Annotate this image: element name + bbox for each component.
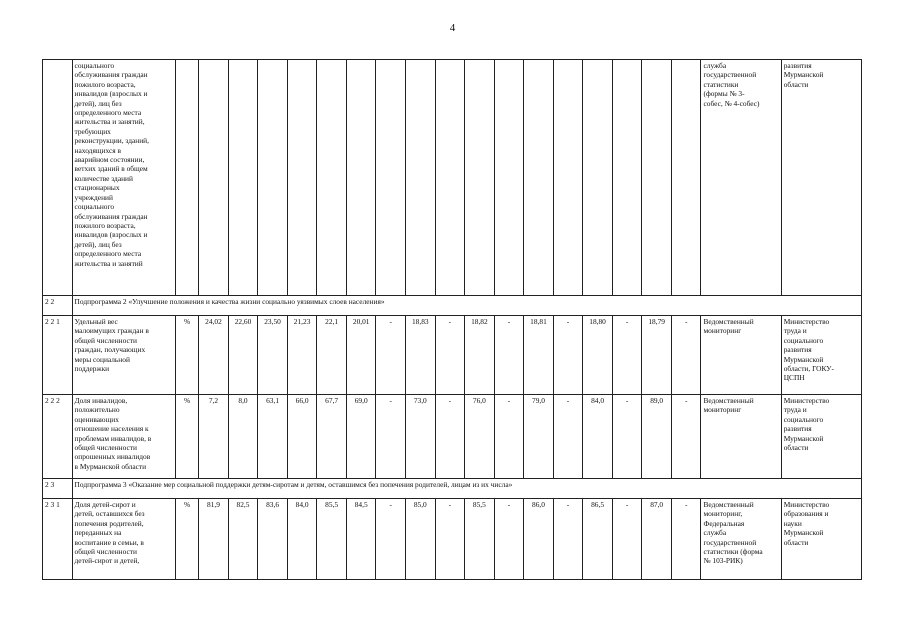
value-cell: 84,0 (287, 499, 317, 580)
value-cell: 22,1 (317, 316, 347, 395)
value-cell: 18,80 (583, 316, 613, 395)
indicator-cell: социального обслуживания граждан пожилого возраста, инвалидов (взрослых и детей), лиц без определенного места жительства и занятий, требующих реконструкции, зданий, находящихся в аварийном состоянии, ветхих зданий в общем количестве зданий стационарных учреждений социального обслуживания граждан пожилого возраста, инвалидов (взрослых и детей), лиц без определенного места жительства и занятий (72, 60, 175, 296)
value-cell: 84,0 (583, 395, 613, 479)
value-cell: - (612, 316, 642, 395)
value-cell: - (376, 499, 406, 580)
value-cell: - (671, 499, 701, 580)
value-cell: 69,0 (346, 395, 376, 479)
subprogram-title: Подпрограмма 2 «Улучшение положения и качества жизни социально уязвимых слоев населения» (72, 296, 861, 316)
value-cell: 66,0 (287, 395, 317, 479)
value-cell: - (553, 499, 583, 580)
value-cell: 79,0 (524, 395, 554, 479)
value-cell: 20,01 (346, 316, 376, 395)
indicators-table (42, 59, 862, 580)
value-cell: 18,79 (642, 316, 672, 395)
source-cell: Ведомственный мониторинг (701, 316, 781, 395)
row-number-cell: 2 3 1 (43, 499, 73, 580)
unit-cell: % (175, 316, 198, 395)
value-cell: 83,6 (258, 499, 288, 580)
value-cell: 87,0 (642, 499, 672, 580)
value-cell: - (435, 499, 465, 580)
table-row (43, 395, 862, 479)
value-cell: 8,0 (228, 395, 258, 479)
responsible-cell: Министерство труда и социального развития Мурманской области, ГОКУ- ЦСПН (781, 316, 861, 395)
indicator-cell: Удельный вес малоимущих граждан в общей численности граждан, получающих меры социальной поддержки (72, 316, 175, 395)
subprogram-title: Подпрограмма 3 «Оказание мер социальной поддержки детям-сиротам и детям, оставшимся без попечения родителей, лицам из их числа» (72, 479, 861, 499)
value-cell: - (376, 395, 406, 479)
value-cell: - (494, 316, 524, 395)
subprogram-header-row (43, 479, 862, 499)
indicator-cell: Доля инвалидов, положительно оценивающих отношение населения к проблемам инвалидов, в общей численности опрошенных инвалидов в Мурманской области (72, 395, 175, 479)
value-cell: 67,7 (317, 395, 347, 479)
value-cell: - (612, 499, 642, 580)
value-cell: - (376, 316, 406, 395)
row-number-cell: 2 2 2 (43, 395, 73, 479)
value-cell: 85,5 (465, 499, 495, 580)
source-cell: Ведомственный мониторинг, Федеральная служба государственной статистики (форма № 103-РИК) (701, 499, 781, 580)
value-cell: - (553, 395, 583, 479)
value-cell: 82,5 (228, 499, 258, 580)
subprogram-number: 2 3 (43, 479, 73, 499)
value-cell: 85,0 (406, 499, 436, 580)
indicator-cell: Доля детей-сирот и детей, оставшихся без попечения родителей, переданных на воспитание в семьи, в общей численности детей-сирот и детей, (72, 499, 175, 580)
table-row-continuation (43, 60, 862, 296)
page-number: 4 (449, 22, 456, 34)
value-cell: 18,83 (406, 316, 436, 395)
value-cell: - (494, 499, 524, 580)
value-cell: 85,5 (317, 499, 347, 580)
value-cell: - (671, 395, 701, 479)
table-row (43, 316, 862, 395)
value-cell: 21,23 (287, 316, 317, 395)
value-cell: - (553, 316, 583, 395)
value-cell: 18,81 (524, 316, 554, 395)
source-cell: Ведомственный мониторинг (701, 395, 781, 479)
value-cell: 23,50 (258, 316, 288, 395)
value-cell: - (494, 395, 524, 479)
source-cell: служба государственной статистики (формы № 3- собес, № 4-собес) (701, 60, 781, 296)
value-cell: 86,0 (524, 499, 554, 580)
unit-cell: % (175, 395, 198, 479)
value-cell: 24,02 (199, 316, 229, 395)
unit-cell: % (175, 499, 198, 580)
subprogram-header-row (43, 296, 862, 316)
value-cell: 81,9 (199, 499, 229, 580)
value-cell: 89,0 (642, 395, 672, 479)
subprogram-number: 2 2 (43, 296, 73, 316)
value-cell: 7,2 (199, 395, 229, 479)
responsible-cell: Министерство образования и науки Мурманской области (781, 499, 861, 580)
value-cell: 76,0 (465, 395, 495, 479)
value-cell: - (671, 316, 701, 395)
responsible-cell: Министерство труда и социального развития Мурманской области (781, 395, 861, 479)
row-number-cell: 2 2 1 (43, 316, 73, 395)
value-cell: 86,5 (583, 499, 613, 580)
value-cell: - (435, 395, 465, 479)
value-cell: - (612, 395, 642, 479)
responsible-cell: развития Мурманской области (781, 60, 861, 296)
value-cell: 63,1 (258, 395, 288, 479)
value-cell: 18,82 (465, 316, 495, 395)
table-row (43, 499, 862, 580)
value-cell: 73,0 (406, 395, 436, 479)
value-cell: 84,5 (346, 499, 376, 580)
row-number-cell (43, 60, 73, 296)
value-cell: 22,60 (228, 316, 258, 395)
value-cell: - (435, 316, 465, 395)
